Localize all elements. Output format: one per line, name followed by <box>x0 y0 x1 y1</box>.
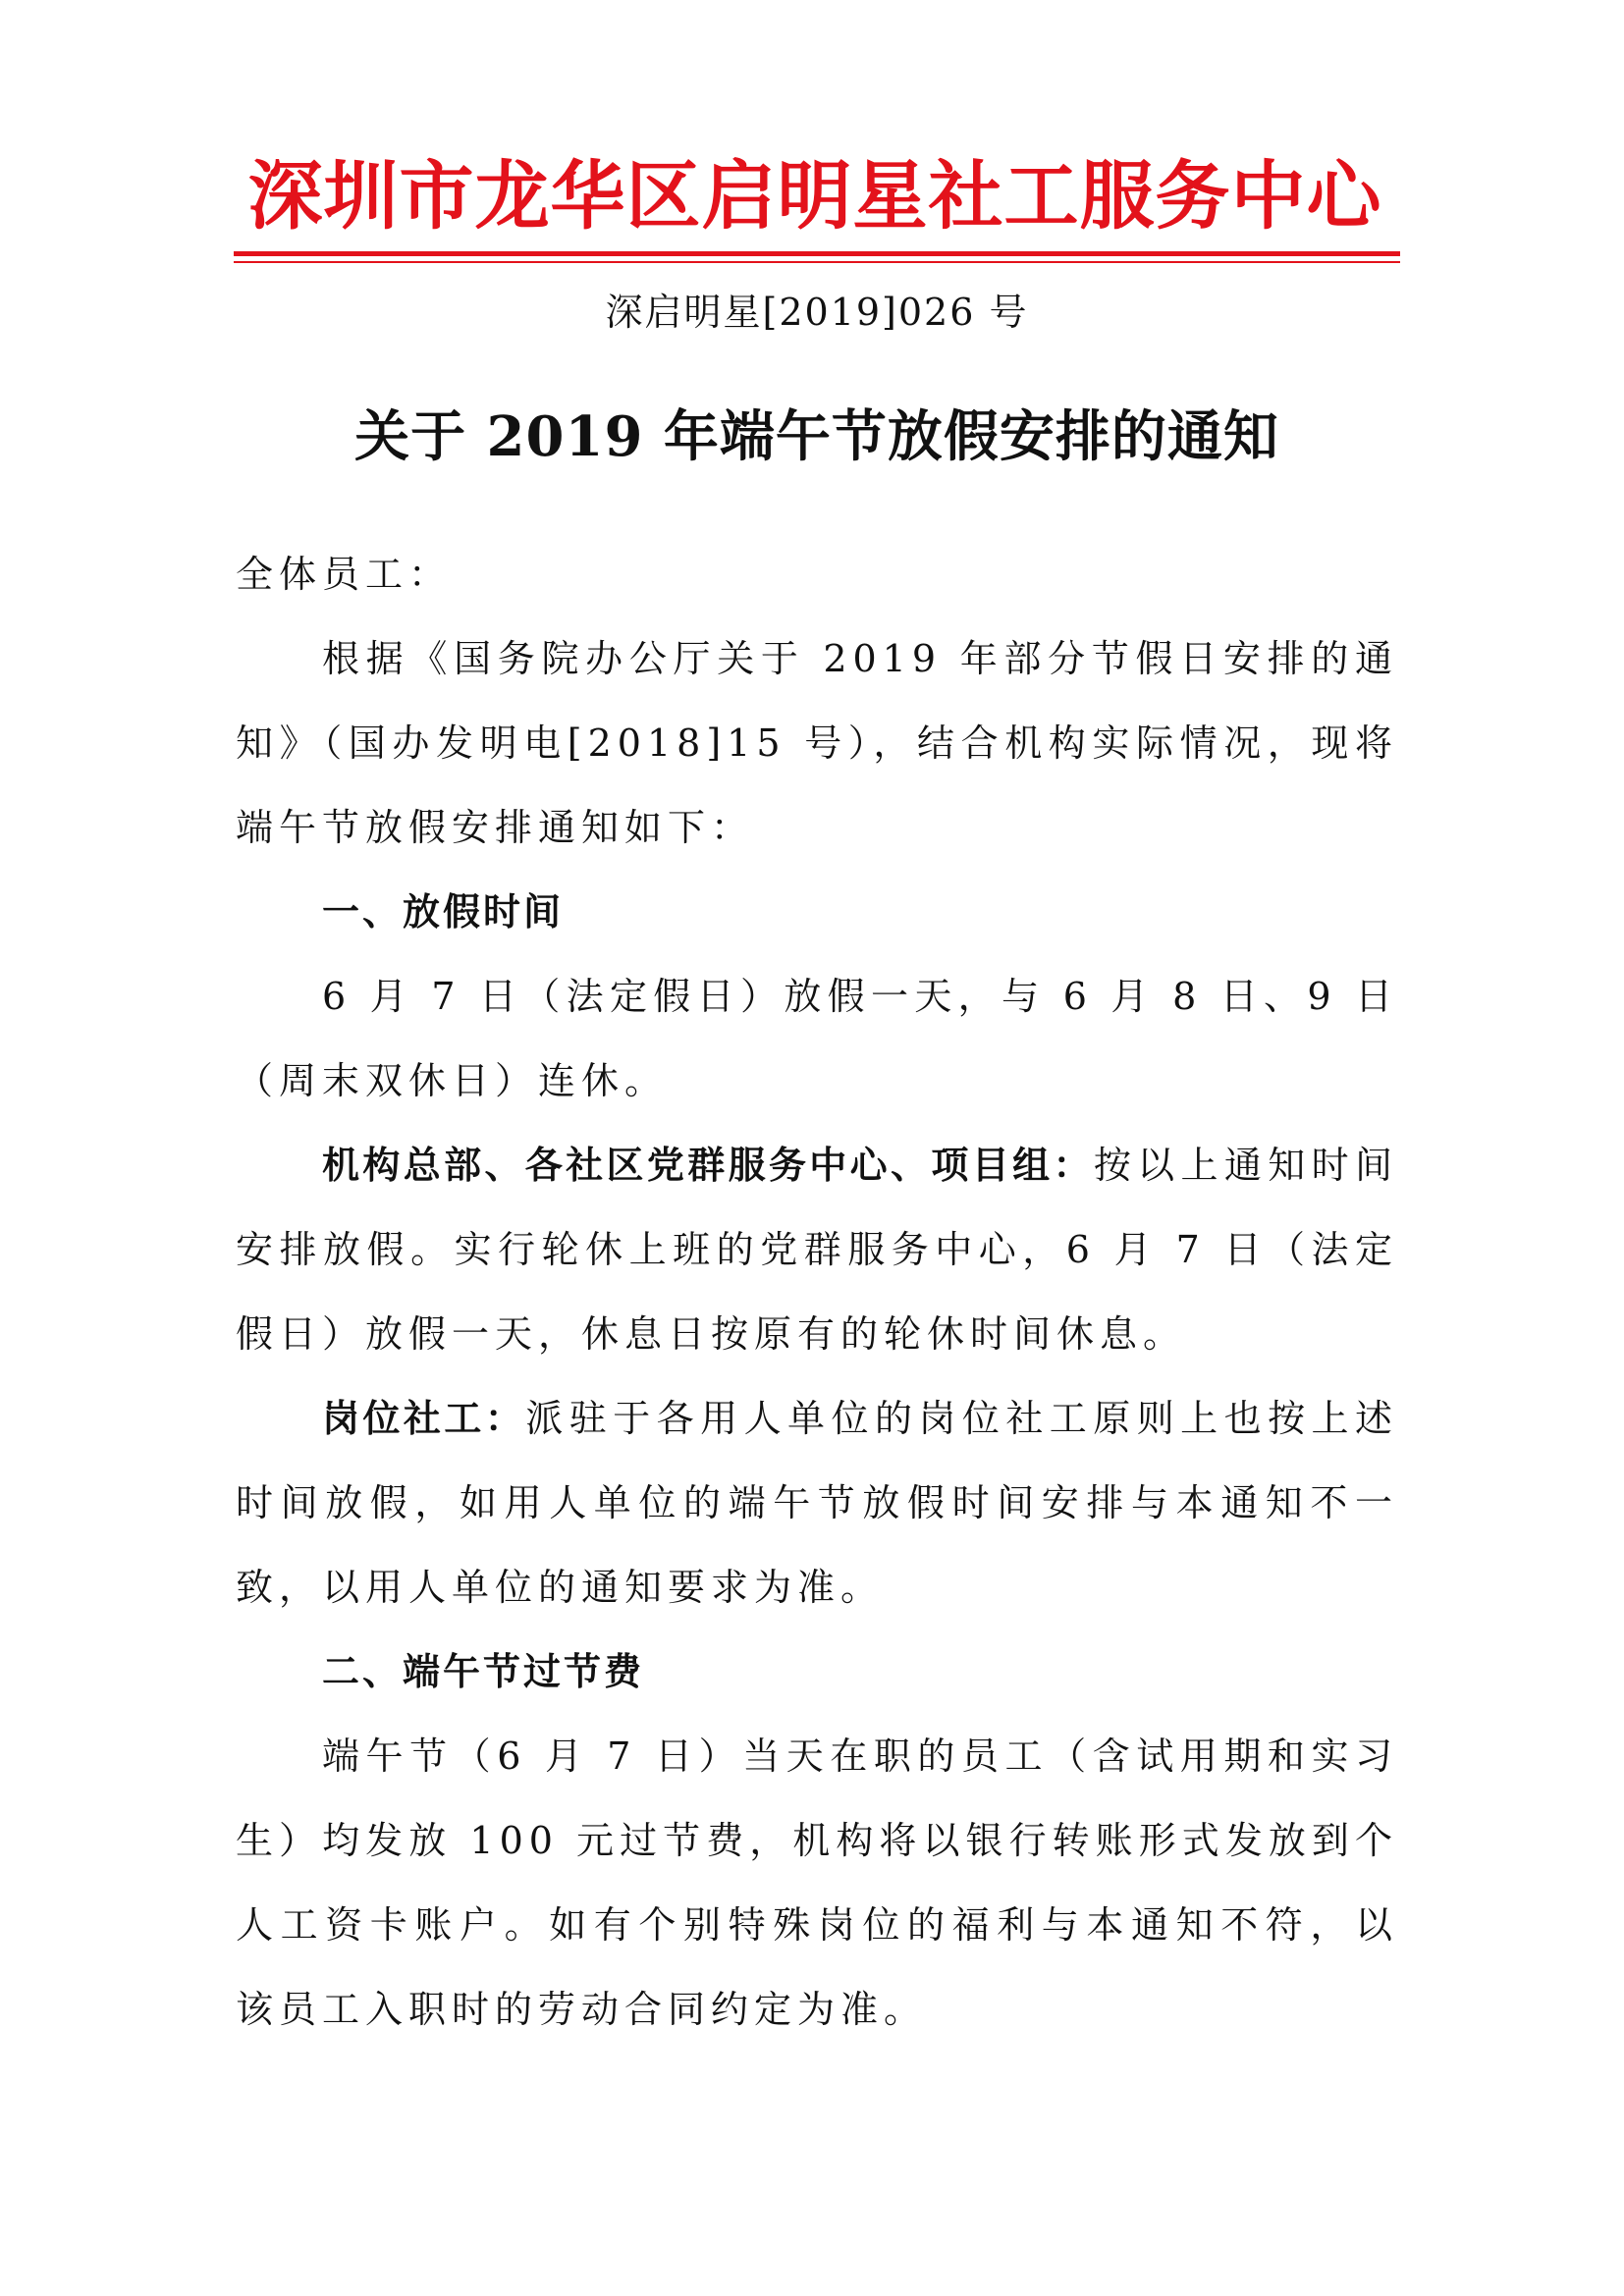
section-2-heading: 二、端午节过节费 <box>322 1650 645 1693</box>
red-divider-thin <box>234 261 1400 263</box>
document-body <box>236 532 1398 2052</box>
intro-paragraph: 根据《国务院办公厅关于 2019 年部分节假日安排的通知》（国办发明电[2018]15 号），结合机构实际情况，现将端午节放假安排通知如下： <box>236 637 1398 849</box>
post-social-worker-text: 派驻于各用人单位的岗位社工原则上也按上述时间放假，如用人单位的端午节放假时间安排与本通知不一致，以用人单位的通知要求为准。 <box>236 1397 1398 1609</box>
post-social-worker-paragraph <box>236 1376 1398 1629</box>
red-divider-thick <box>234 251 1400 256</box>
section-2-paragraph: 端午节（6 月 7 日）当天在职的员工（含试用期和实习生）均发放 100 元过节费，机构将以银行转账形式发放到个人工资卡账户。如有个别特殊岗位的福利与本通知不符，以该员工入职时的劳动合同约定为准。 <box>236 1735 1398 2031</box>
hq-arrangement-paragraph <box>236 1123 1398 1376</box>
section-1-paragraph: 6 月 7 日（法定假日）放假一天，与 6 月 8 日、9 日（周末双休日）连休。 <box>236 975 1398 1102</box>
salutation: 全体员工： <box>236 553 453 596</box>
section-1-heading: 一、放假时间 <box>322 890 565 934</box>
organization-header: 深圳市龙华区启明星社工服务中心 <box>247 152 1382 240</box>
hq-arrangement-text: 按以上通知时间安排放假。实行轮休上班的党群服务中心，6 月 7 日（法定假日）放假一天，休息日按原有的轮休时间休息。 <box>236 1144 1398 1356</box>
post-social-worker-lead: 岗位社工： <box>322 1397 526 1440</box>
document-title: 关于 2019 年端午节放假安排的通知 <box>354 404 1279 469</box>
document-number: 深启明星[2019]026 号 <box>605 291 1029 334</box>
hq-arrangement-lead: 机构总部、各社区党群服务中心、项目组： <box>322 1144 1094 1187</box>
